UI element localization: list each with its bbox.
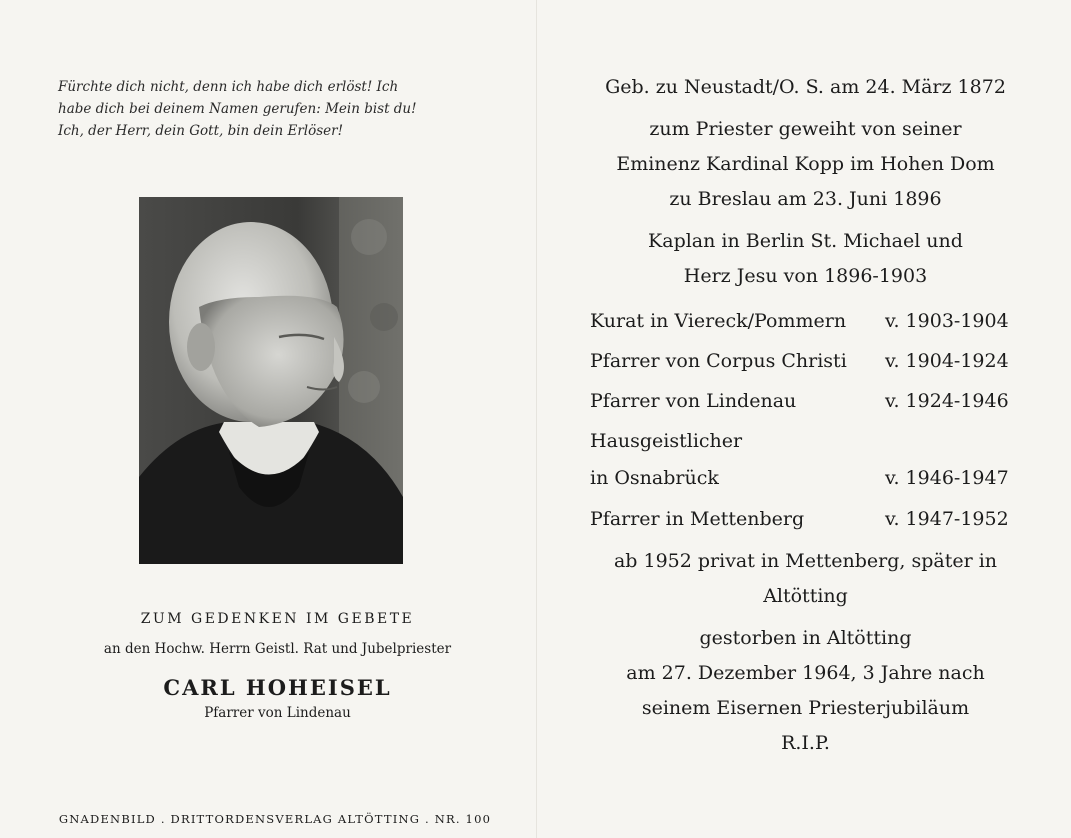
death-line: gestorben in Altötting — [699, 627, 912, 649]
quote-line: Fürchte dich nicht, denn ich habe dich erlöst! Ich — [58, 79, 399, 95]
birth-line: Geb. zu Neustadt/O. S. am 24. März 1872 — [605, 76, 1006, 98]
deceased-title: Pfarrer von Lindenau — [204, 705, 351, 721]
career-entry-range: v. 1904-1924 — [885, 350, 1009, 372]
retirement-line: Altötting — [763, 585, 848, 607]
career-entry-label: Kurat in Viereck/Pommern — [590, 310, 847, 332]
card-right-panel — [540, 0, 1071, 838]
scripture-quote — [58, 76, 488, 142]
deceased-name: CARL HOHEISEL — [163, 675, 392, 700]
death-line: am 27. Dezember 1964, 3 Jahre nach — [626, 662, 985, 684]
career-entry-range: v. 1924-1946 — [885, 390, 1009, 412]
career-entry-label: Pfarrer von Lindenau — [590, 390, 797, 412]
quote-line: Ich, der Herr, dein Gott, bin dein Erlöser! — [58, 123, 344, 139]
ordination-line: Eminenz Kardinal Kopp im Hohen Dom — [616, 153, 995, 175]
death-line: seinem Eisernen Priesterjubiläum — [641, 697, 970, 719]
career-entry-range: v. 1946-1947 — [885, 467, 1009, 489]
career-entry-label: Pfarrer von Corpus Christi — [590, 350, 847, 372]
career-entry-label: Pfarrer in Mettenberg — [590, 508, 805, 530]
kaplan-line: Herz Jesu von 1896-1903 — [683, 265, 928, 287]
memorial-heading: ZUM GEDENKEN IM GEBETE — [140, 611, 415, 627]
career-entry-label: in Osnabrück — [590, 467, 719, 489]
retirement-line: ab 1952 privat in Mettenberg, später in — [613, 550, 998, 572]
career-entry-label: Hausgeistlicher — [590, 430, 743, 452]
career-entry-range: v. 1903-1904 — [885, 310, 1009, 332]
card-left-panel — [0, 0, 535, 838]
publisher-line: GNADENBILD . DRITTORDENSVERLAG ALTÖTTING . NR. 100 — [58, 812, 492, 826]
career-entry-range: v. 1947-1952 — [885, 508, 1009, 530]
portrait-photo — [139, 197, 403, 564]
quote-line: habe dich bei deinem Namen gerufen: Mein bist du! — [58, 101, 417, 117]
memorial-subline: an den Hochw. Herrn Geistl. Rat und Jubelpriester — [103, 641, 452, 657]
ordination-line: zu Breslau am 23. Juni 1896 — [669, 188, 942, 210]
rip-line: R.I.P. — [781, 732, 830, 754]
biography — [540, 0, 1071, 838]
kaplan-line: Kaplan in Berlin St. Michael und — [648, 230, 963, 252]
ordination-line: zum Priester geweiht von seiner — [649, 118, 962, 140]
card-fold — [536, 0, 537, 838]
portrait-image — [139, 197, 403, 564]
